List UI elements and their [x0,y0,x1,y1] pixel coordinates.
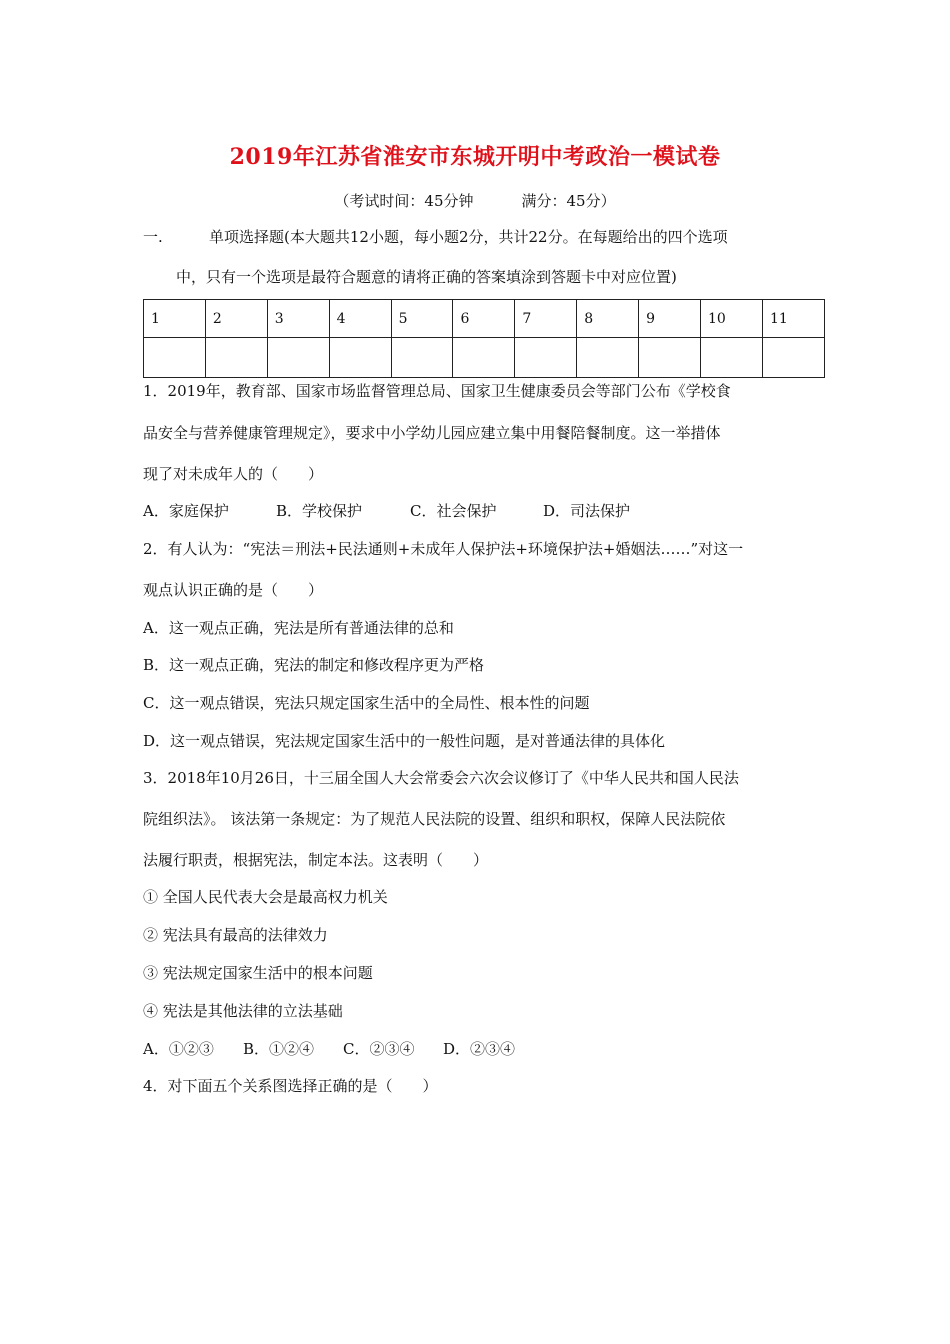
answer-table-header-cell: 6 [453,300,515,338]
q1-option-a: A．家庭保护 [143,502,229,520]
section-heading-line1: 单项选择题(本大题共12小题，每小题2分，共计22分。在每题给出的四个选项 [209,228,728,246]
section-number: 一. [143,228,163,246]
q1-option-c: C．社会保护 [410,502,497,520]
q3-item-3: ③ 宪法规定国家生活中的根本问题 [143,964,373,982]
exam-subtitle [0,190,950,211]
q3-item-4: ④ 宪法是其他法律的立法基础 [143,1002,343,1020]
answer-table-header-cell: 5 [391,300,453,338]
q3-item-2: ② 宪法具有最高的法律效力 [143,926,328,944]
q2-stem-line1: 2．有人认为：“宪法＝刑法+民法通则+未成年人保护法+环境保护法+婚姻法……”对这一 [143,540,744,558]
q1-options [143,500,630,521]
answer-table-header-cell: 9 [639,300,701,338]
q3-option-a: A．①②③ [143,1040,214,1058]
q1-stem-line1: 1．2019年，教育部、国家市场监督管理总局、国家卫生健康委员会等部门公布《学校食 [143,382,731,400]
exam-title: 2019年江苏省淮安市东城开明中考政治一模试卷 [229,144,721,170]
q2-option-a: A．这一观点正确，宪法是所有普通法律的总和 [143,619,454,637]
q3-option-c: C．②③④ [343,1040,415,1058]
q2-option-b: B．这一观点正确，宪法的制定和修改程序更为严格 [143,656,485,674]
q3-stem-line1: 3．2018年10月26日，十三届全国人大会常委会六次会议修订了《中华人民共和国人民法 [143,769,739,787]
answer-table-header-cell: 7 [515,300,577,338]
q2-option-c: C．这一观点错误，宪法只规定国家生活中的全局性、根本性的问题 [143,694,590,712]
answer-cell[interactable] [391,338,453,378]
q3-stem-line2: 院组织法》。 该法第一条规定：为了规范人民法院的设置、组织和职权，保障人民法院依 [143,810,726,828]
answer-table-header-cell: 10 [701,300,763,338]
q1-option-b: B．学校保护 [276,502,363,520]
section-heading-line2: 中，只有一个选项是最符合题意的请将正确的答案填涂到答题卡中对应位置) [176,268,677,286]
answer-table-header-row [144,300,825,338]
answer-table-header-cell: 4 [329,300,391,338]
q1-stem-line3: 现了对未成年人的（ ） [143,465,324,483]
answer-cell[interactable] [267,338,329,378]
answer-table [143,299,825,378]
answer-table-header-cell: 3 [267,300,329,338]
exam-time: （考试时间：45分钟 [334,192,474,210]
answer-cell[interactable] [639,338,701,378]
answer-cell[interactable] [701,338,763,378]
q1-option-d: D．司法保护 [543,502,631,520]
q1-stem-line2: 品安全与营养健康管理规定》，要求中小学幼儿园应建立集中用餐陪餐制度。这一举措体 [143,424,721,442]
q4-stem-line1: 4．对下面五个关系图选择正确的是（ ） [143,1077,438,1095]
answer-cell[interactable] [577,338,639,378]
answer-cell[interactable] [453,338,515,378]
q3-option-d: D．②③④ [443,1040,516,1058]
q3-stem-line3: 法履行职责，根据宪法，制定本法。这表明（ ） [143,851,489,869]
answer-table-header-cell: 1 [144,300,206,338]
answer-table-header-cell: 11 [762,300,824,338]
answer-table-header-cell: 2 [205,300,267,338]
answer-cell[interactable] [329,338,391,378]
q2-option-d: D．这一观点错误，宪法规定国家生活中的一般性问题，是对普通法律的具体化 [143,732,666,750]
answer-cell[interactable] [205,338,267,378]
section-heading [143,226,728,247]
q3-item-1: ① 全国人民代表大会是最高权力机关 [143,888,388,906]
q2-stem-line2: 观点认识正确的是（ ） [143,581,324,599]
answer-cell[interactable] [762,338,824,378]
answer-cell[interactable] [515,338,577,378]
answer-table-answer-row [144,338,825,378]
q3-option-b: B．①②④ [243,1040,315,1058]
answer-cell[interactable] [144,338,206,378]
answer-table-header-cell: 8 [577,300,639,338]
q3-options [143,1038,515,1059]
exam-score: 满分：45分） [521,192,616,210]
